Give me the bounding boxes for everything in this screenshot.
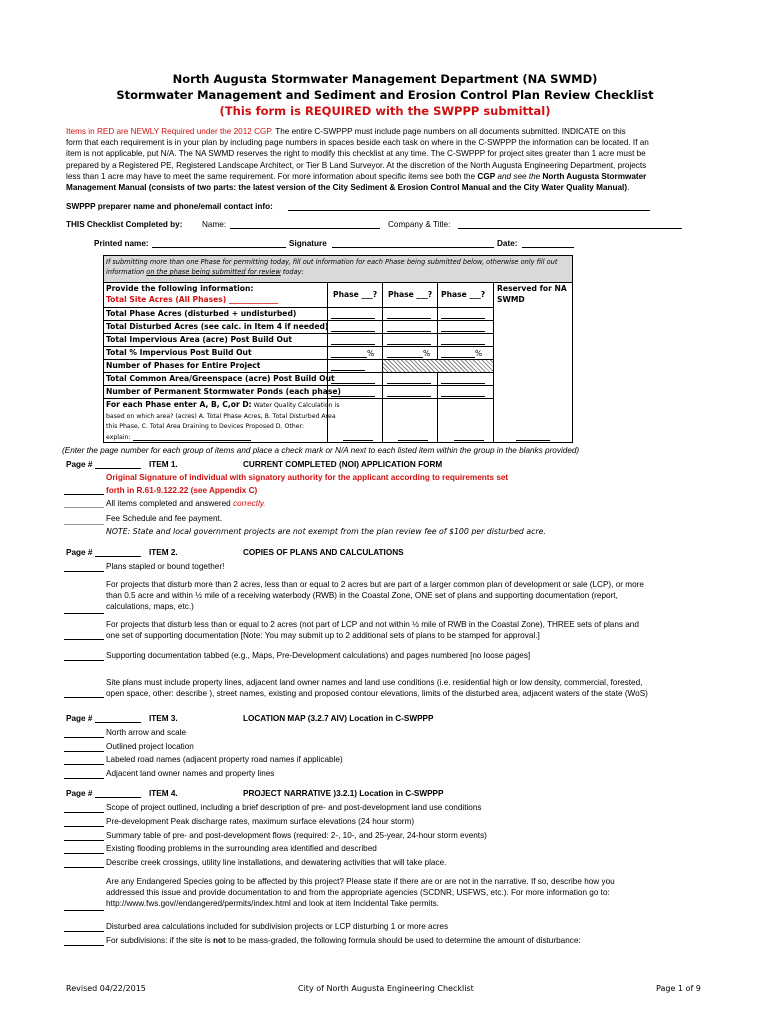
phase1-disturbed-acres[interactable] <box>331 331 375 332</box>
item2-page-label: Page # <box>66 548 93 557</box>
table-note-line-2b: today: <box>280 268 304 276</box>
item1-check-fee[interactable] <box>64 524 104 525</box>
phase3-impervious-area[interactable] <box>441 344 485 345</box>
item4-endangered-3: http://www.fws.gov//endangered/permits/index.html and look at item Incidental Take permits. <box>106 899 439 908</box>
phase3-disturbed-acres[interactable] <box>441 331 485 332</box>
each-phase-line-2: based on which area? (acres) A. Total Phase Acres, B. Total Disturbed Area <box>106 412 336 420</box>
item4-peak-discharge: Pre-development Peak discharge rates, maximum surface elevations (24 hour storm) <box>106 817 415 826</box>
item2-check-site-plans[interactable] <box>64 697 104 698</box>
item2-tabbed: Supporting documentation tabbed (e.g., Maps, Pre-Development calculations) and pages numbered [no loose pages] <box>106 651 531 660</box>
item4-subdivision <box>106 936 581 945</box>
table-note-line-1: If submitting more than one Phase for permitting today, fill out information for each Phase being submitted below, otherwise only fill out <box>106 258 558 266</box>
phase1-percent-impervious[interactable] <box>331 357 367 358</box>
item3-page-field[interactable] <box>95 722 141 723</box>
phase1-common-area[interactable] <box>331 383 375 384</box>
name-label: Name: <box>202 220 227 229</box>
phase3-ponds[interactable] <box>441 396 485 397</box>
item2-site-plans-1: Site plans must include property lines, adjacent land owner names and land use conditions (i.e. residential high or low density, commercial, forested, <box>106 678 643 687</box>
item1-red-line-2: forth in R.61-9.122.22 (see Appendix C) <box>106 486 258 495</box>
phase3-total-phase-acres[interactable] <box>441 318 485 319</box>
item2-check-three-sets[interactable] <box>64 639 104 640</box>
item4-check-scope[interactable] <box>64 812 104 813</box>
item2-site-plans <box>106 677 648 699</box>
phase2-total-phase-acres[interactable] <box>387 318 431 319</box>
item4-subdivision-a: For subdivisions: if the site is <box>106 936 213 945</box>
preparer-label: SWPPP preparer name and phone/email contact info: <box>66 202 273 211</box>
item4-label: ITEM 4. <box>149 789 178 798</box>
row-permanent-ponds: Number of Permanent Stormwater Ponds (each phase) <box>106 387 342 396</box>
row-total-impervious-area: Total Impervious Area (acre) Post Build Out <box>106 335 292 344</box>
each-phase-line-3: this Phase, C. Total Area Draining to Devices Proposed D. Other: <box>106 423 305 430</box>
intro-line-3: item is not applicable, put N/A. The NA SWMD reserves the right to modify this checklist at any time. The C-SWPPP for project sites greater than 1 acre must be <box>66 149 646 159</box>
reserved-label-1: Reserved for NA <box>497 284 567 293</box>
item4-page-label: Page # <box>66 789 93 798</box>
table-note-line-2u: on the phase being submitted for review <box>146 268 281 276</box>
item3-land-owners: Adjacent land owner names and property lines <box>106 769 275 778</box>
item2-three-sets-1: For projects that disturb less than or equal to 2 acres (not part of LCP and not within ½ mile of RWB in the Coastal Zone), THREE sets of plans and <box>106 620 639 629</box>
title-line-1: North Augusta Stormwater Management Department (NA SWMD) <box>172 72 598 86</box>
item4-endangered-2: addressed this issue and provide documentation to and from the appropriate agencies (SCDNR, USFWS, etc.). For more information go to: <box>106 888 610 897</box>
completed-by-label: THIS Checklist Completed by: <box>66 220 183 229</box>
reserved-wq-area[interactable] <box>516 440 550 441</box>
date-field[interactable] <box>522 247 574 248</box>
item4-creek-crossings: Describe creek crossings, utility line installations, and dewatering activities that will take place. <box>106 858 447 867</box>
company-label: Company & Title: <box>388 220 451 229</box>
intro-line-6-end: . <box>627 183 630 193</box>
item3-project-location: Outlined project location <box>106 742 194 751</box>
item2-one-set-1: For projects that disturb more than 2 acres, less than or equal to 2 acres but are part of a larger common plan of development or sale (LCP), or more <box>106 580 644 589</box>
phase2-impervious-area[interactable] <box>387 344 431 345</box>
row-each-phase <box>106 400 339 443</box>
item1-answered-text: All items completed and answered <box>106 499 233 508</box>
item4-disturbed-calc: Disturbed area calculations included for subdivision projects or LCP disturbing 1 or more acres <box>106 922 449 931</box>
item3-road-names: Labeled road names (adjacent property road names if applicable) <box>106 755 343 764</box>
item4-scope: Scope of project outlined, including a brief description of pre- and post-development land use conditions <box>106 803 482 812</box>
table-note-line-2a: information <box>106 268 147 276</box>
item3-north-arrow: North arrow and scale <box>106 728 187 737</box>
row-percent-impervious: Total % Impervious Post Build Out <box>106 348 252 357</box>
item1-answered <box>106 499 266 508</box>
row-total-phase-acres: Total Phase Acres (disturbed + undisturbed) <box>106 309 297 318</box>
item2-check-tabbed[interactable] <box>64 660 104 661</box>
provide-info-label: Provide the following information: <box>106 284 254 293</box>
item2-check-stapled[interactable] <box>64 571 104 572</box>
item4-subdivision-not: not <box>212 936 226 945</box>
item2-stapled: Plans stapled or bound together! <box>106 562 225 571</box>
name-field[interactable] <box>230 228 380 229</box>
percent-sign-1: % <box>367 349 375 358</box>
intro-line-1: The entire C-SWPPP must include page numbers on all documents submitted. INDICATE on this <box>273 127 626 136</box>
item1-check-answered[interactable] <box>64 507 104 508</box>
item1-red-line-1: Original Signature of individual with signatory authority for the applicant according to requirements set <box>106 473 509 482</box>
intro-line-6: Management Manual (consists of two parts: the latest version of the City Sediment & Erosion Control Manual and the City Water Quality Manual) <box>66 183 628 193</box>
row-total-disturbed-acres: Total Disturbed Acres (see calc. in Item 4 if needed) <box>106 322 329 331</box>
item1-note: NOTE: State and local government projects are not exempt from the plan review fee of $100 per disturbed acre. <box>106 527 546 536</box>
item3-label: ITEM 3. <box>149 714 178 723</box>
phase-col-1: Phase ___? <box>333 290 378 299</box>
item2-one-set-3: calculations, maps, etc.) <box>106 602 194 611</box>
footer-revised: Revised 04/22/2015 <box>66 984 146 993</box>
item3-title: LOCATION MAP (3.2.7 AIV) Location in C-SWPPP <box>243 714 434 723</box>
item2-three-sets <box>106 619 639 641</box>
item2-site-plans-2: open space, other: describe ), street names, existing and proposed contour elevations, limits of the disturbed area, adjacent waters of the state (WoS) <box>106 689 648 698</box>
item1-check-signature[interactable] <box>64 494 104 495</box>
footer-center: City of North Augusta Engineering Checklist <box>298 984 474 993</box>
phase-col-3: Phase ___? <box>441 290 486 299</box>
phase3-percent-impervious[interactable] <box>441 357 475 358</box>
phase1-impervious-area[interactable] <box>331 344 375 345</box>
percent-sign-3: % <box>475 349 483 358</box>
intro-paragraph <box>66 126 706 193</box>
phase1-ponds[interactable] <box>331 396 375 397</box>
phase3-wq-area[interactable] <box>454 440 484 441</box>
each-phase-explain-field[interactable] <box>133 440 251 441</box>
printed-name-label: Printed name: <box>94 239 149 248</box>
intro-line-5b: and see the <box>495 171 543 181</box>
item2-one-set-2: than 0.5 acre and within ½ mile of a receiving waterbody (RWB) in the Coastal Zone, ONE set of plans and supporting documentation (report, <box>106 591 618 600</box>
manual-ref: North Augusta Stormwater <box>542 171 647 181</box>
title-line-3: (This form is REQUIRED with the SWPPP submittal) <box>219 104 551 118</box>
item1-fee: Fee Schedule and fee payment. <box>106 514 223 523</box>
item4-page-field[interactable] <box>95 797 141 798</box>
item4-endangered-1: Are any Endangered Species going to be affected by this project? Please state if there are or are not in the narrative. If so, describe how you <box>106 877 615 886</box>
phase2-ponds[interactable] <box>387 396 431 397</box>
phase2-percent-impervious[interactable] <box>387 357 423 358</box>
item4-endangered <box>106 876 615 909</box>
each-phase-bold: For each Phase enter A, B, C,or D: <box>106 400 252 409</box>
item3-page-label: Page # <box>66 714 93 723</box>
item2-one-set <box>106 579 644 612</box>
phase2-common-area[interactable] <box>387 383 431 384</box>
intro-line-5: less than 1 acre may have to meet the same requirement. For more information about specific items see both the <box>66 171 478 181</box>
item4-check-subdivision[interactable] <box>64 945 104 946</box>
printed-name-field[interactable] <box>152 247 286 248</box>
each-phase-line-4: explain: <box>106 433 131 441</box>
percent-sign-2: % <box>423 349 431 358</box>
item4-check-disturbed-calc[interactable] <box>64 931 104 932</box>
company-field[interactable] <box>458 228 682 229</box>
phase-col-2: Phase ___? <box>388 290 433 299</box>
hatched-cell <box>383 360 493 372</box>
item2-page-field[interactable] <box>95 556 141 557</box>
signature-label: Signature <box>289 239 327 248</box>
item1-page-field[interactable] <box>95 468 141 469</box>
item4-check-summary-table[interactable] <box>64 840 104 841</box>
item4-flooding: Existing flooding problems in the surrounding area identified and described <box>106 844 377 853</box>
phase1-wq-area[interactable] <box>343 440 373 441</box>
item4-summary-table: Summary table of pre- and post-development flows (required: 2-, 10-, and 25-year, 24-hour storm events) <box>106 831 487 840</box>
intro-line-4: prepared by a Registered PE, Registered Landscape Architect, or Tier B Land Surveyor. At the discretion of the North Augusta Engineering Department, projects <box>66 160 647 170</box>
item4-title: PROJECT NARRATIVE )3.2.1) Location in C-SWPPP <box>243 789 444 798</box>
item3-check-project-location[interactable] <box>64 751 104 752</box>
intro-red-lead: Items in RED are NEWLY Required under the 2012 CGP. <box>66 127 274 136</box>
reserved-label-2: SWMD <box>497 295 525 304</box>
cgp-ref: CGP <box>477 171 496 181</box>
item2-check-one-set[interactable] <box>64 613 104 614</box>
each-phase-small: Water Quality Calculation is <box>251 402 340 409</box>
item4-check-peak-discharge[interactable] <box>64 826 104 827</box>
phase2-wq-area[interactable] <box>398 440 428 441</box>
date-label: Date: <box>497 239 518 248</box>
phase2-disturbed-acres[interactable] <box>387 331 431 332</box>
title-line-2: Stormwater Management and Sediment and Erosion Control Plan Review Checklist <box>116 88 654 102</box>
total-site-acres: Total Site Acres (All Phases) _____________ <box>106 295 279 304</box>
item1-title: CURRENT COMPLETED (NOI) APPLICATION FORM <box>243 460 443 469</box>
item2-label: ITEM 2. <box>149 548 178 557</box>
phase1-total-phase-acres[interactable] <box>331 318 375 319</box>
item4-check-creek-crossings[interactable] <box>64 867 104 868</box>
item4-check-flooding[interactable] <box>64 853 104 854</box>
footer-page: Page 1 of 9 <box>656 984 701 993</box>
number-of-phases-field[interactable] <box>331 370 365 371</box>
item4-check-endangered[interactable] <box>64 910 104 911</box>
enter-note: (Enter the page number for each group of items and place a check mark or N/A next to each listed item within the group in the blanks provided) <box>62 446 580 455</box>
intro-line-2: form that each requirement is in your plan by including page numbers in spaces beside each task on where in the C-SWPPP the information can be located. If an <box>66 138 649 148</box>
row-number-of-phases: Number of Phases for Entire Project <box>106 361 261 370</box>
item4-subdivision-b: to be mass-graded, the following formula should be used to determine the amount of disturbance: <box>225 936 581 945</box>
row-common-area: Total Common Area/Greenspace (acre) Post Build Out <box>106 374 335 383</box>
item1-label: ITEM 1. <box>149 460 178 469</box>
phase3-common-area[interactable] <box>441 383 485 384</box>
item1-correctly: correctly. <box>232 499 266 508</box>
item3-check-road-names[interactable] <box>64 764 104 765</box>
item2-three-sets-2: one set of supporting documentation [Note: You may submit up to 2 additional sets of plans to be stamped for approval.] <box>106 631 540 640</box>
preparer-field[interactable] <box>288 210 650 211</box>
item1-page-label: Page # <box>66 460 93 469</box>
signature-field[interactable] <box>332 247 494 248</box>
item3-check-north-arrow[interactable] <box>64 737 104 738</box>
item2-title: COPIES OF PLANS AND CALCULATIONS <box>243 548 404 557</box>
item3-check-land-owners[interactable] <box>64 778 104 779</box>
